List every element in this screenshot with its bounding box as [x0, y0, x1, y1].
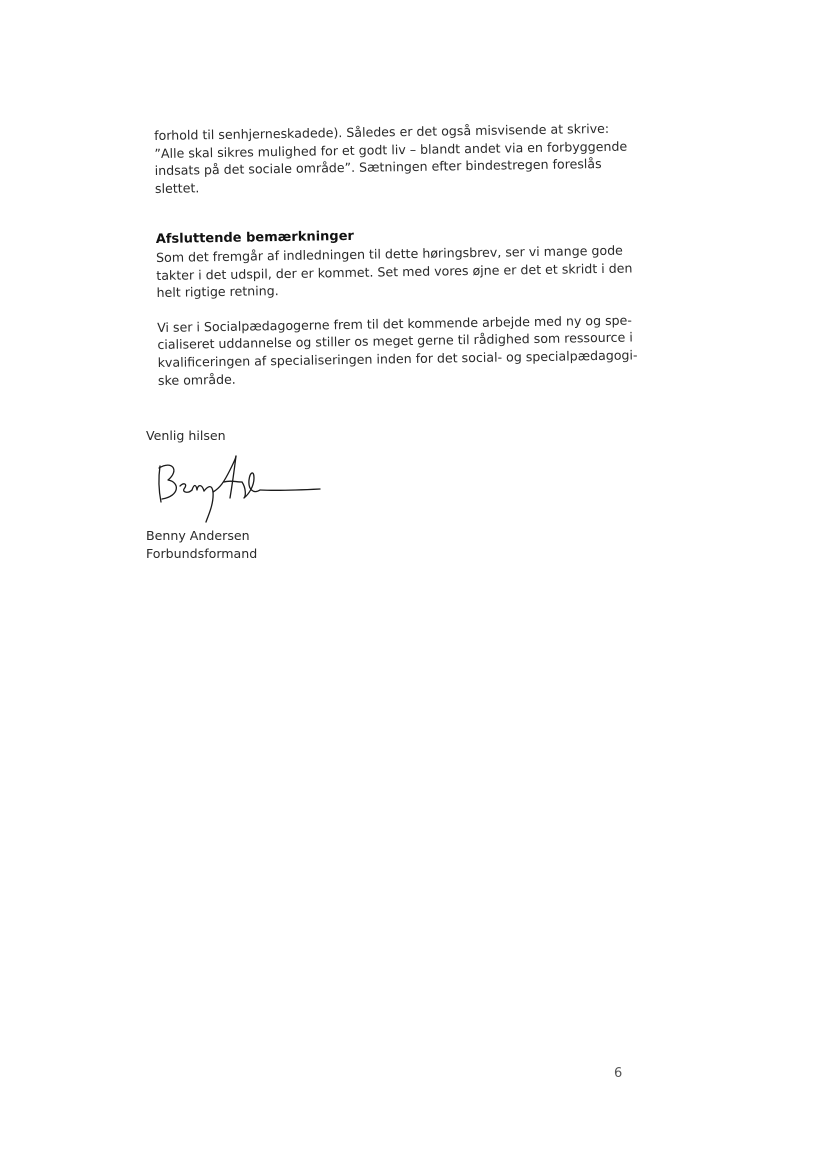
- text-line: cialiseret uddannelse og stiller os meget gerne til rådighed som ressource i: [157, 329, 633, 353]
- signer-name: Benny Andersen: [146, 528, 250, 543]
- signer-title: Forbundsformand: [146, 546, 258, 561]
- text-line: Vi ser i Socialpædagogerne frem til det kommende arbejde med ny og spe-: [157, 312, 633, 335]
- text-line: forhold til senhjerneskadede). Således er det også misvisende at skrive:: [154, 120, 610, 143]
- text-line: indsats på det sociale område”. Sætningen efter bindestregen foreslås: [154, 156, 602, 179]
- closing-paragraph: [157, 311, 653, 389]
- intro-paragraph: [154, 119, 650, 197]
- text-line: helt rigtige retning.: [156, 283, 279, 301]
- text-line: ske område.: [157, 371, 236, 388]
- text-line: Som det fremgår af indledningen til dette høringsbrev, ser vi mange gode: [155, 242, 623, 265]
- section-paragraph: [156, 241, 652, 302]
- signer-block: [146, 527, 446, 563]
- section-heading: Afsluttende bemærkninger: [155, 229, 355, 248]
- page-number: 6: [614, 1066, 623, 1081]
- letter-body: [154, 119, 653, 389]
- text-line: takter i det udspil, der er kommet. Set med vores øjne er det et skridt i den: [156, 260, 633, 283]
- salutation: Venlig hilsen: [146, 428, 226, 443]
- text-line: ”Alle skal sikres mulighed for et godt liv – blandt andet via en forbyggende: [154, 138, 628, 161]
- text-line: slettet.: [154, 180, 200, 196]
- handwritten-signature: [150, 452, 325, 524]
- text-line: kvalificeringen af specialiseringen inden for det social- og specialpædagogi-: [157, 347, 638, 370]
